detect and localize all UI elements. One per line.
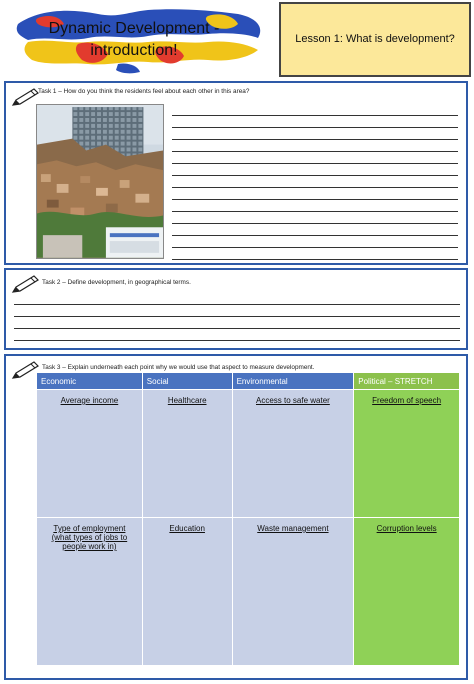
table-row	[37, 390, 460, 518]
cell-label: Average income	[60, 396, 119, 405]
page-header	[0, 0, 474, 80]
cell-employment[interactable]	[37, 518, 143, 666]
task1-prompt: Task 1 – How do you think the residents feel about each other in this area?	[38, 88, 250, 95]
cell-label: Access to safe water	[256, 396, 330, 405]
task1-box	[4, 81, 468, 265]
task1-answer-lines[interactable]	[172, 115, 458, 261]
task3-prompt: Task 3 – Explain underneath each point why we would use that aspect to measure development.	[42, 364, 315, 371]
development-table	[36, 372, 460, 666]
column-environmental: Environmental	[232, 373, 354, 390]
city-favela-photo	[36, 104, 164, 259]
column-political: Political – STRETCH	[354, 373, 460, 390]
cell-waste-management[interactable]	[232, 518, 354, 666]
column-social: Social	[142, 373, 232, 390]
cell-average-income[interactable]	[37, 390, 143, 518]
cell-freedom-of-speech[interactable]	[354, 390, 460, 518]
cell-label: Freedom of speech	[372, 396, 442, 405]
cell-label: Type of employment (what types of jobs to people work in)	[51, 524, 128, 551]
cell-label: Corruption levels	[376, 524, 437, 533]
table-row	[37, 518, 460, 666]
cell-label: Healthcare	[167, 396, 207, 405]
cell-label: Education	[169, 524, 205, 533]
task2-answer-lines[interactable]	[14, 304, 460, 344]
column-economic: Economic	[37, 373, 143, 390]
cell-healthcare[interactable]	[142, 390, 232, 518]
cell-education[interactable]	[142, 518, 232, 666]
task2-prompt: Task 2 – Define development, in geographical terms.	[42, 279, 191, 286]
pencil-icon	[10, 274, 40, 296]
page-title	[18, 18, 250, 62]
task3-box	[4, 354, 468, 680]
lesson-box	[279, 2, 471, 77]
title-line-1: Dynamic Development -	[48, 20, 220, 37]
cell-corruption-levels[interactable]	[354, 518, 460, 666]
lesson-title: Lesson 1: What is development?	[295, 33, 455, 45]
table-header-row	[37, 373, 460, 390]
title-line-2: introduction!	[90, 42, 178, 59]
cell-label: Waste management	[257, 524, 329, 533]
cell-safe-water[interactable]	[232, 390, 354, 518]
task2-box	[4, 268, 468, 350]
